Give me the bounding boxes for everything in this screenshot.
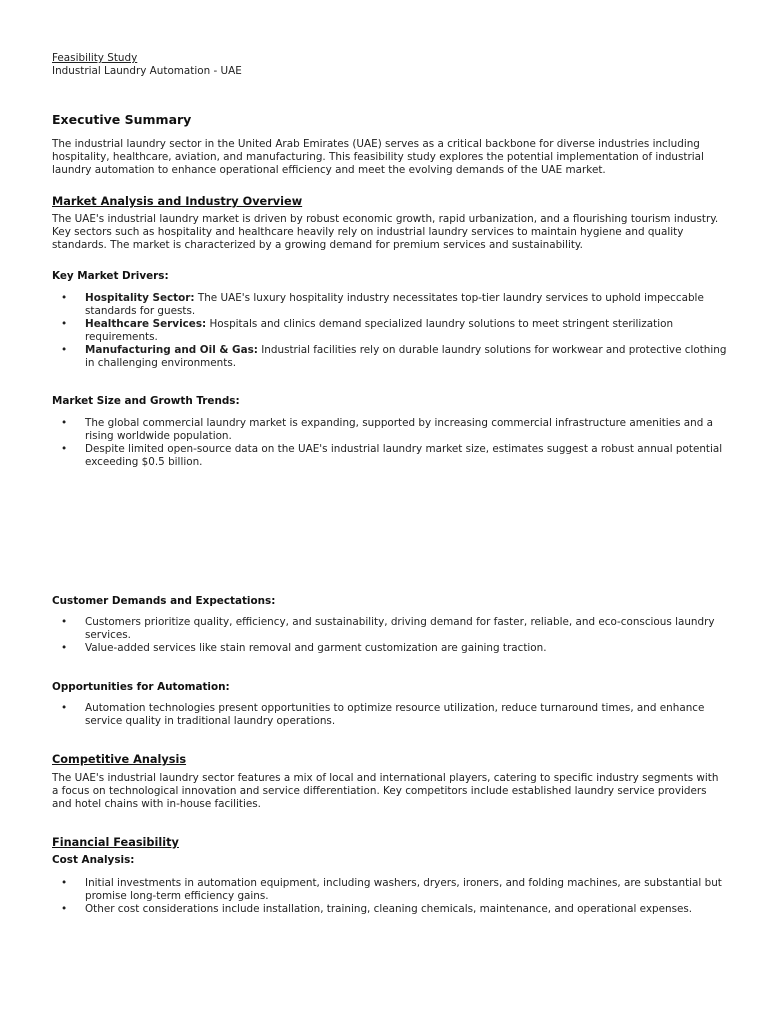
opportunities-heading: Opportunities for Automation: bbox=[52, 681, 230, 693]
market-size-heading: Market Size and Growth Trends: bbox=[52, 395, 240, 407]
competitive-analysis-heading: Competitive Analysis bbox=[52, 753, 187, 766]
list-item: • Other cost considerations include installation, training, cleaning chemicals, maintenance, and operational expenses. bbox=[52, 903, 728, 916]
key-drivers-list bbox=[52, 292, 728, 370]
cost-analysis-heading: Cost Analysis: bbox=[52, 854, 135, 866]
market-analysis-heading: Market Analysis and Industry Overview bbox=[52, 195, 303, 208]
list-item: • Customers prioritize quality, efficiency, and sustainability, driving demand for faster, reliable, and eco-conscious laundry services. bbox=[52, 616, 728, 642]
list-item: • Initial investments in automation equipment, including washers, dryers, ironers, and folding machines, are substantial but promise long-term efficiency gains. bbox=[52, 877, 728, 903]
market-size-list bbox=[52, 417, 728, 469]
list-item bbox=[52, 318, 728, 344]
list-item: • The global commercial laundry market is expanding, supported by increasing commercial infrastructure amenities and a rising worldwide population. bbox=[52, 417, 728, 443]
list-item-label: Healthcare Services: bbox=[85, 318, 207, 330]
financial-feasibility-heading: Financial Feasibility bbox=[52, 836, 179, 849]
executive-summary-body: The industrial laundry sector in the United Arab Emirates (UAE) serves as a critical backbone for diverse industries including hospitality, healthcare, aviation, and manufacturing. This feasibility study explores the potential implementation of industrial laundry automation to enhance operational efficiency and meet the evolving demands of the UAE market. bbox=[52, 138, 704, 176]
customer-demands-heading: Customer Demands and Expectations: bbox=[52, 595, 276, 607]
header-title: Feasibility Study bbox=[52, 52, 138, 64]
document-header bbox=[52, 52, 728, 78]
list-item: • Automation technologies present opportunities to optimize resource utilization, reduce turnaround times, and enhance service quality in traditional laundry operations. bbox=[52, 702, 728, 728]
list-item-label: Hospitality Sector: bbox=[85, 292, 195, 304]
market-analysis-body: The UAE's industrial laundry market is driven by robust economic growth, rapid urbanization, and a flourishing tourism industry. Key sectors such as hospitality and healthcare heavily rely on industrial laundry services to maintain hygiene and quality standards. The market is characterized by a growing demand for premium services and sustainability. bbox=[52, 213, 719, 251]
customer-demands-list bbox=[52, 616, 728, 655]
header-subtitle: Industrial Laundry Automation - UAE bbox=[52, 65, 242, 77]
list-item bbox=[52, 344, 728, 370]
list-item: • Despite limited open-source data on the UAE's industrial laundry market size, estimates suggest a robust annual potential exceeding $0.5 billion. bbox=[52, 443, 728, 469]
list-item-text: The UAE's luxury hospitality industry necessitates top-tier laundry services to uphold impeccable standards for guests. bbox=[85, 292, 704, 317]
competitive-analysis-body: The UAE's industrial laundry sector features a mix of local and international players, catering to specific industry segments with a focus on technological innovation and service differentiation. Key competitors include established laundry service providers and hotel chains with in-house facilities. bbox=[52, 772, 719, 810]
list-item: • Value-added services like stain removal and garment customization are gaining traction. bbox=[52, 642, 728, 655]
list-item-text: Industrial facilities rely on durable laundry solutions for workwear and protective clothing in challenging environments. bbox=[85, 344, 727, 369]
list-item-label: Manufacturing and Oil & Gas: bbox=[85, 344, 258, 356]
executive-summary-heading: Executive Summary bbox=[52, 112, 192, 127]
list-item bbox=[52, 292, 728, 318]
opportunities-list bbox=[52, 702, 728, 728]
key-drivers-heading: Key Market Drivers: bbox=[52, 270, 169, 282]
cost-analysis-list bbox=[52, 877, 728, 916]
list-item-text: Hospitals and clinics demand specialized laundry solutions to meet stringent sterilization requirements. bbox=[85, 318, 674, 343]
